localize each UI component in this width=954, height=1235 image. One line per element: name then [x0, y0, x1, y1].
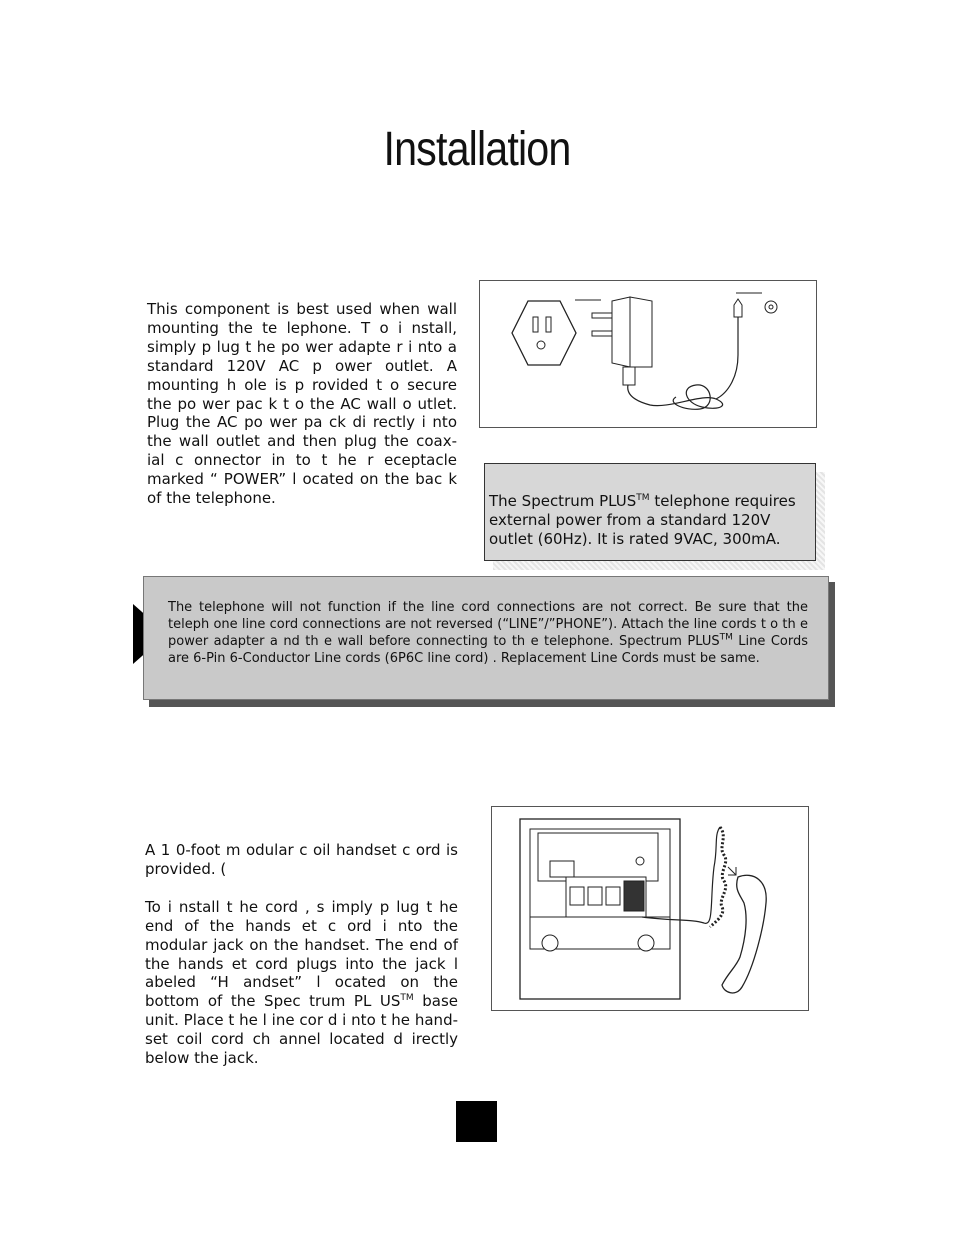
note-text-before: The Spectrum PLUS: [489, 492, 637, 510]
power-adapter-drawing: [480, 281, 816, 427]
install-text-before: To i nstall t he cord , s imply p lug t he end of the hands et c ord i nto the modular jack on the handset. The end of the hands et cord plugs into the jack l abeled “H andset” l ocated on the bottom of the Spec trum PL US: [145, 897, 458, 1011]
power-requirement-text: [489, 492, 814, 549]
power-requirement-note: [484, 463, 816, 561]
handset-install-paragraph: [145, 898, 458, 1068]
power-instructions-paragraph: This component is best used when wall mounting the te lephone. T o i nstall, simply p lug t he po wer adapte r i nto a standard 120V AC p ower outlet. A mounting h ole is p rovided t o secure the po wer pac k t o the AC wall o utlet. Plug the AC po wer pa ck di rectly i nto the wall outlet and then plug the coax- ial c onnector in to t he r eceptacle marked “ POWER” l ocated on the bac k of the telephone.: [147, 300, 457, 508]
trademark-mark: TM: [400, 993, 414, 1004]
telephone-base-drawing: [492, 807, 808, 1010]
handset-intro-paragraph: A 1 0-foot m odular c oil handset c ord is provided. (: [145, 841, 458, 878]
warning-text-after: Line Cords are 6-Pin 6-Conductor Line cords (6P6C line cord) . Replacement Line Cords must be same.: [168, 634, 809, 666]
telephone-base-illustration: [491, 806, 809, 1011]
handset-instructions: [145, 841, 458, 1068]
note-text-after: telephone requires external power from a standard 120V outlet (60Hz). It is rated 9VAC, 300mA.: [489, 492, 796, 548]
page-title: Installation: [383, 123, 571, 176]
line-cord-warning-text: [168, 599, 808, 667]
trademark-mark: TM: [719, 632, 733, 643]
warning-text-before: The telephone will not function if the line cord connections are not correct. Be sure that the teleph one line cord connections are not reversed (“LINE”/”PHONE”). Attach the line cords t o th e power adapter a nd th e wall before connecting to th e telephone. Spectrum PLUS: [168, 600, 808, 649]
power-adapter-illustration: [479, 280, 817, 428]
line-cord-warning-box: [143, 576, 829, 700]
trademark-mark: TM: [636, 493, 650, 503]
page-number-block: [456, 1101, 497, 1142]
install-text-after: base unit. Place t he l ine cor d i nto t he hand- set coil cord ch annel located d irectly below the jack.: [145, 992, 458, 1068]
paragraph-spacer: [145, 879, 458, 898]
